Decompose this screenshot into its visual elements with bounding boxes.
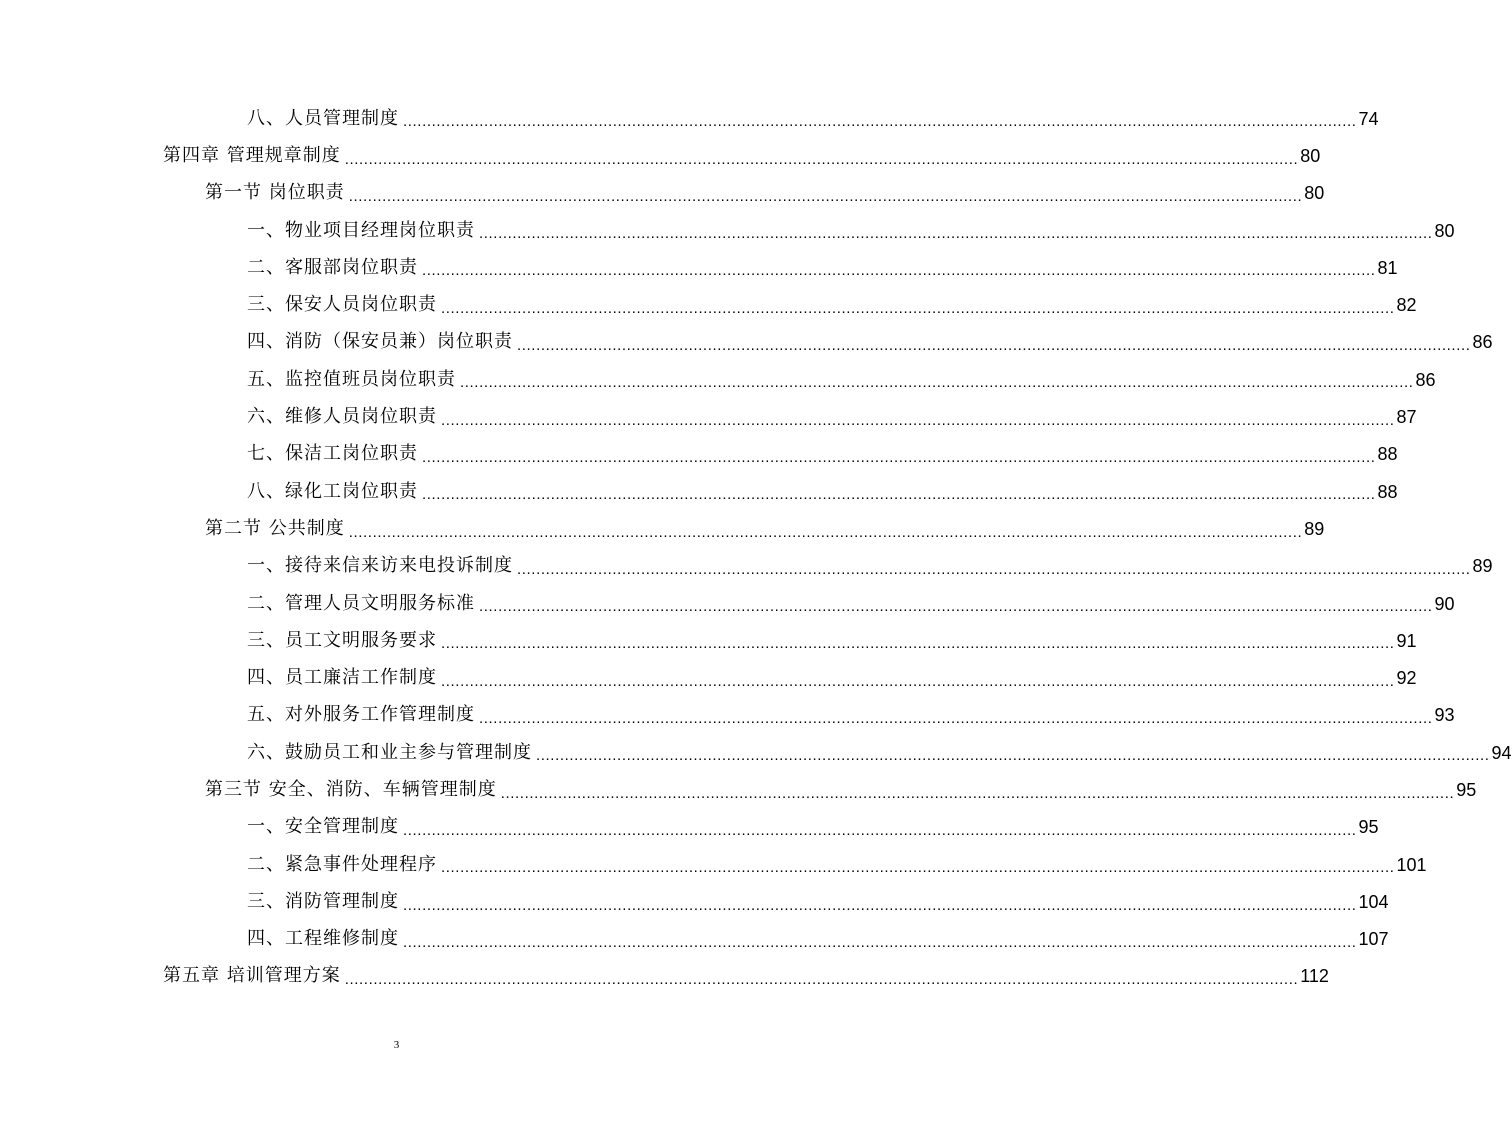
toc-entry-page: 80 xyxy=(1300,145,1321,166)
toc-entry-title: 一、安全管理制度 xyxy=(247,816,399,838)
toc-entry[interactable] xyxy=(0,212,1455,249)
toc-entry[interactable] xyxy=(0,622,1417,659)
toc-entry-title: 五、监控值班员岗位职责 xyxy=(247,368,456,390)
toc-entry-page: 88 xyxy=(1377,481,1398,502)
toc-entry[interactable] xyxy=(0,286,1417,323)
toc-dot-leader: ........................................................................................................................................................................................................ xyxy=(441,299,1395,317)
toc-entry-title: 八、人员管理制度 xyxy=(247,107,399,129)
toc-entry-title: 第一节 岗位职责 xyxy=(205,182,345,204)
toc-entry-page: 80 xyxy=(1304,183,1325,204)
toc-entry[interactable] xyxy=(0,249,1398,286)
toc-entry-title: 三、保安人员岗位职责 xyxy=(247,294,437,316)
toc-entry-title: 第三节 安全、消防、车辆管理制度 xyxy=(205,778,497,800)
toc-entry[interactable] xyxy=(0,883,1389,920)
toc-entry[interactable] xyxy=(0,846,1427,883)
page-number: 3 xyxy=(393,1039,400,1051)
toc-dot-leader: ........................................................................................................................................................................................................ xyxy=(500,784,1455,802)
toc-entry-page: 89 xyxy=(1304,518,1325,539)
toc-dot-leader: ........................................................................................................................................................................................................ xyxy=(403,821,1357,839)
toc-entry-page: 81 xyxy=(1377,257,1398,278)
toc-dot-leader: ........................................................................................................................................................................................................ xyxy=(479,598,1433,616)
toc-entry[interactable] xyxy=(0,398,1417,435)
toc-entry-page: 86 xyxy=(1472,332,1493,353)
toc-dot-leader: ........................................................................................................................................................................................................ xyxy=(344,150,1299,168)
toc-entry-page: 112 xyxy=(1300,966,1329,987)
toc-dot-leader: ........................................................................................................................................................................................................ xyxy=(536,747,1490,765)
toc-entry[interactable] xyxy=(0,324,1493,361)
toc-entry-page: 88 xyxy=(1377,444,1398,465)
toc-dot-leader: ........................................................................................................................................................................................................ xyxy=(422,486,1376,504)
toc-entry-title: 第四章 管理规章制度 xyxy=(163,144,341,166)
toc-entry[interactable] xyxy=(0,734,1512,771)
toc-entry-title: 六、鼓励员工和业主参与管理制度 xyxy=(247,741,532,763)
toc-entry-title: 二、客服部岗位职责 xyxy=(247,256,418,278)
toc-entry-title: 一、接待来信来访来电投诉制度 xyxy=(247,555,513,577)
toc-entry-title: 五、对外服务工作管理制度 xyxy=(247,704,475,726)
toc-entry-title: 二、紧急事件处理程序 xyxy=(247,853,437,875)
toc-entry-page: 95 xyxy=(1358,817,1379,838)
toc-entry[interactable] xyxy=(0,361,1436,398)
toc-entry[interactable] xyxy=(0,510,1325,547)
toc-entry-page: 80 xyxy=(1434,220,1455,241)
toc-entry-page: 74 xyxy=(1358,108,1379,129)
toc-dot-leader: ........................................................................................................................................................................................................ xyxy=(403,896,1357,914)
toc-entry-title: 七、保洁工岗位职责 xyxy=(247,443,418,465)
toc-entry-page: 104 xyxy=(1358,891,1389,912)
toc-entry-title: 八、绿化工岗位职责 xyxy=(247,480,418,502)
toc-entry-title: 第五章 培训管理方案 xyxy=(163,965,341,987)
toc-entry-page: 93 xyxy=(1434,705,1455,726)
toc-entry[interactable] xyxy=(0,958,1329,995)
toc-dot-leader: ........................................................................................................................................................................................................ xyxy=(479,225,1433,243)
table-of-contents xyxy=(0,100,1512,995)
toc-entry-page: 91 xyxy=(1396,630,1417,651)
toc-entry-page: 101 xyxy=(1396,854,1427,875)
toc-entry-title: 四、消防（保安员兼）岗位职责 xyxy=(247,331,513,353)
toc-entry-page: 87 xyxy=(1396,407,1417,428)
toc-entry[interactable] xyxy=(0,175,1325,212)
toc-entry[interactable] xyxy=(0,771,1477,808)
toc-dot-leader: ........................................................................................................................................................................................................ xyxy=(441,635,1395,653)
toc-dot-leader: ........................................................................................................................................................................................................ xyxy=(403,113,1357,131)
toc-entry[interactable] xyxy=(0,921,1389,958)
toc-dot-leader: ........................................................................................................................................................................................................ xyxy=(479,710,1433,728)
toc-entry-title: 二、管理人员文明服务标准 xyxy=(247,592,475,614)
toc-dot-leader: ........................................................................................................................................................................................................ xyxy=(441,411,1395,429)
toc-entry[interactable] xyxy=(0,585,1455,622)
toc-entry[interactable] xyxy=(0,100,1379,137)
toc-entry-title: 三、消防管理制度 xyxy=(247,890,399,912)
toc-dot-leader: ........................................................................................................................................................................................................ xyxy=(441,859,1395,877)
toc-entry-page: 95 xyxy=(1456,779,1477,800)
toc-entry[interactable] xyxy=(0,473,1398,510)
toc-entry-page: 89 xyxy=(1472,556,1493,577)
toc-dot-leader: ........................................................................................................................................................................................................ xyxy=(460,374,1414,392)
toc-entry[interactable] xyxy=(0,548,1493,585)
toc-dot-leader: ........................................................................................................................................................................................................ xyxy=(517,337,1471,355)
toc-entry-page: 107 xyxy=(1358,929,1389,950)
toc-entry[interactable] xyxy=(0,137,1321,174)
toc-dot-leader: ........................................................................................................................................................................................................ xyxy=(422,262,1376,280)
toc-dot-leader: ........................................................................................................................................................................................................ xyxy=(344,971,1299,989)
toc-entry-title: 四、工程维修制度 xyxy=(247,928,399,950)
toc-entry[interactable] xyxy=(0,436,1398,473)
toc-dot-leader: ........................................................................................................................................................................................................ xyxy=(348,187,1303,205)
toc-entry[interactable] xyxy=(0,659,1417,696)
toc-entry-page: 86 xyxy=(1415,369,1436,390)
toc-entry-title: 三、员工文明服务要求 xyxy=(247,629,437,651)
toc-entry[interactable] xyxy=(0,809,1379,846)
toc-dot-leader: ........................................................................................................................................................................................................ xyxy=(517,560,1471,578)
toc-entry-title: 六、维修人员岗位职责 xyxy=(247,406,437,428)
toc-dot-leader: ........................................................................................................................................................................................................ xyxy=(348,523,1303,541)
toc-entry-page: 92 xyxy=(1396,668,1417,689)
toc-entry-page: 94 xyxy=(1491,742,1512,763)
toc-entry-title: 四、员工廉洁工作制度 xyxy=(247,667,437,689)
toc-dot-leader: ........................................................................................................................................................................................................ xyxy=(403,933,1357,951)
toc-entry-title: 第二节 公共制度 xyxy=(205,517,345,539)
toc-entry-page: 90 xyxy=(1434,593,1455,614)
toc-entry[interactable] xyxy=(0,697,1455,734)
toc-entry-page: 82 xyxy=(1396,295,1417,316)
toc-entry-title: 一、物业项目经理岗位职责 xyxy=(247,219,475,241)
toc-dot-leader: ........................................................................................................................................................................................................ xyxy=(441,672,1395,690)
toc-dot-leader: ........................................................................................................................................................................................................ xyxy=(422,448,1376,466)
